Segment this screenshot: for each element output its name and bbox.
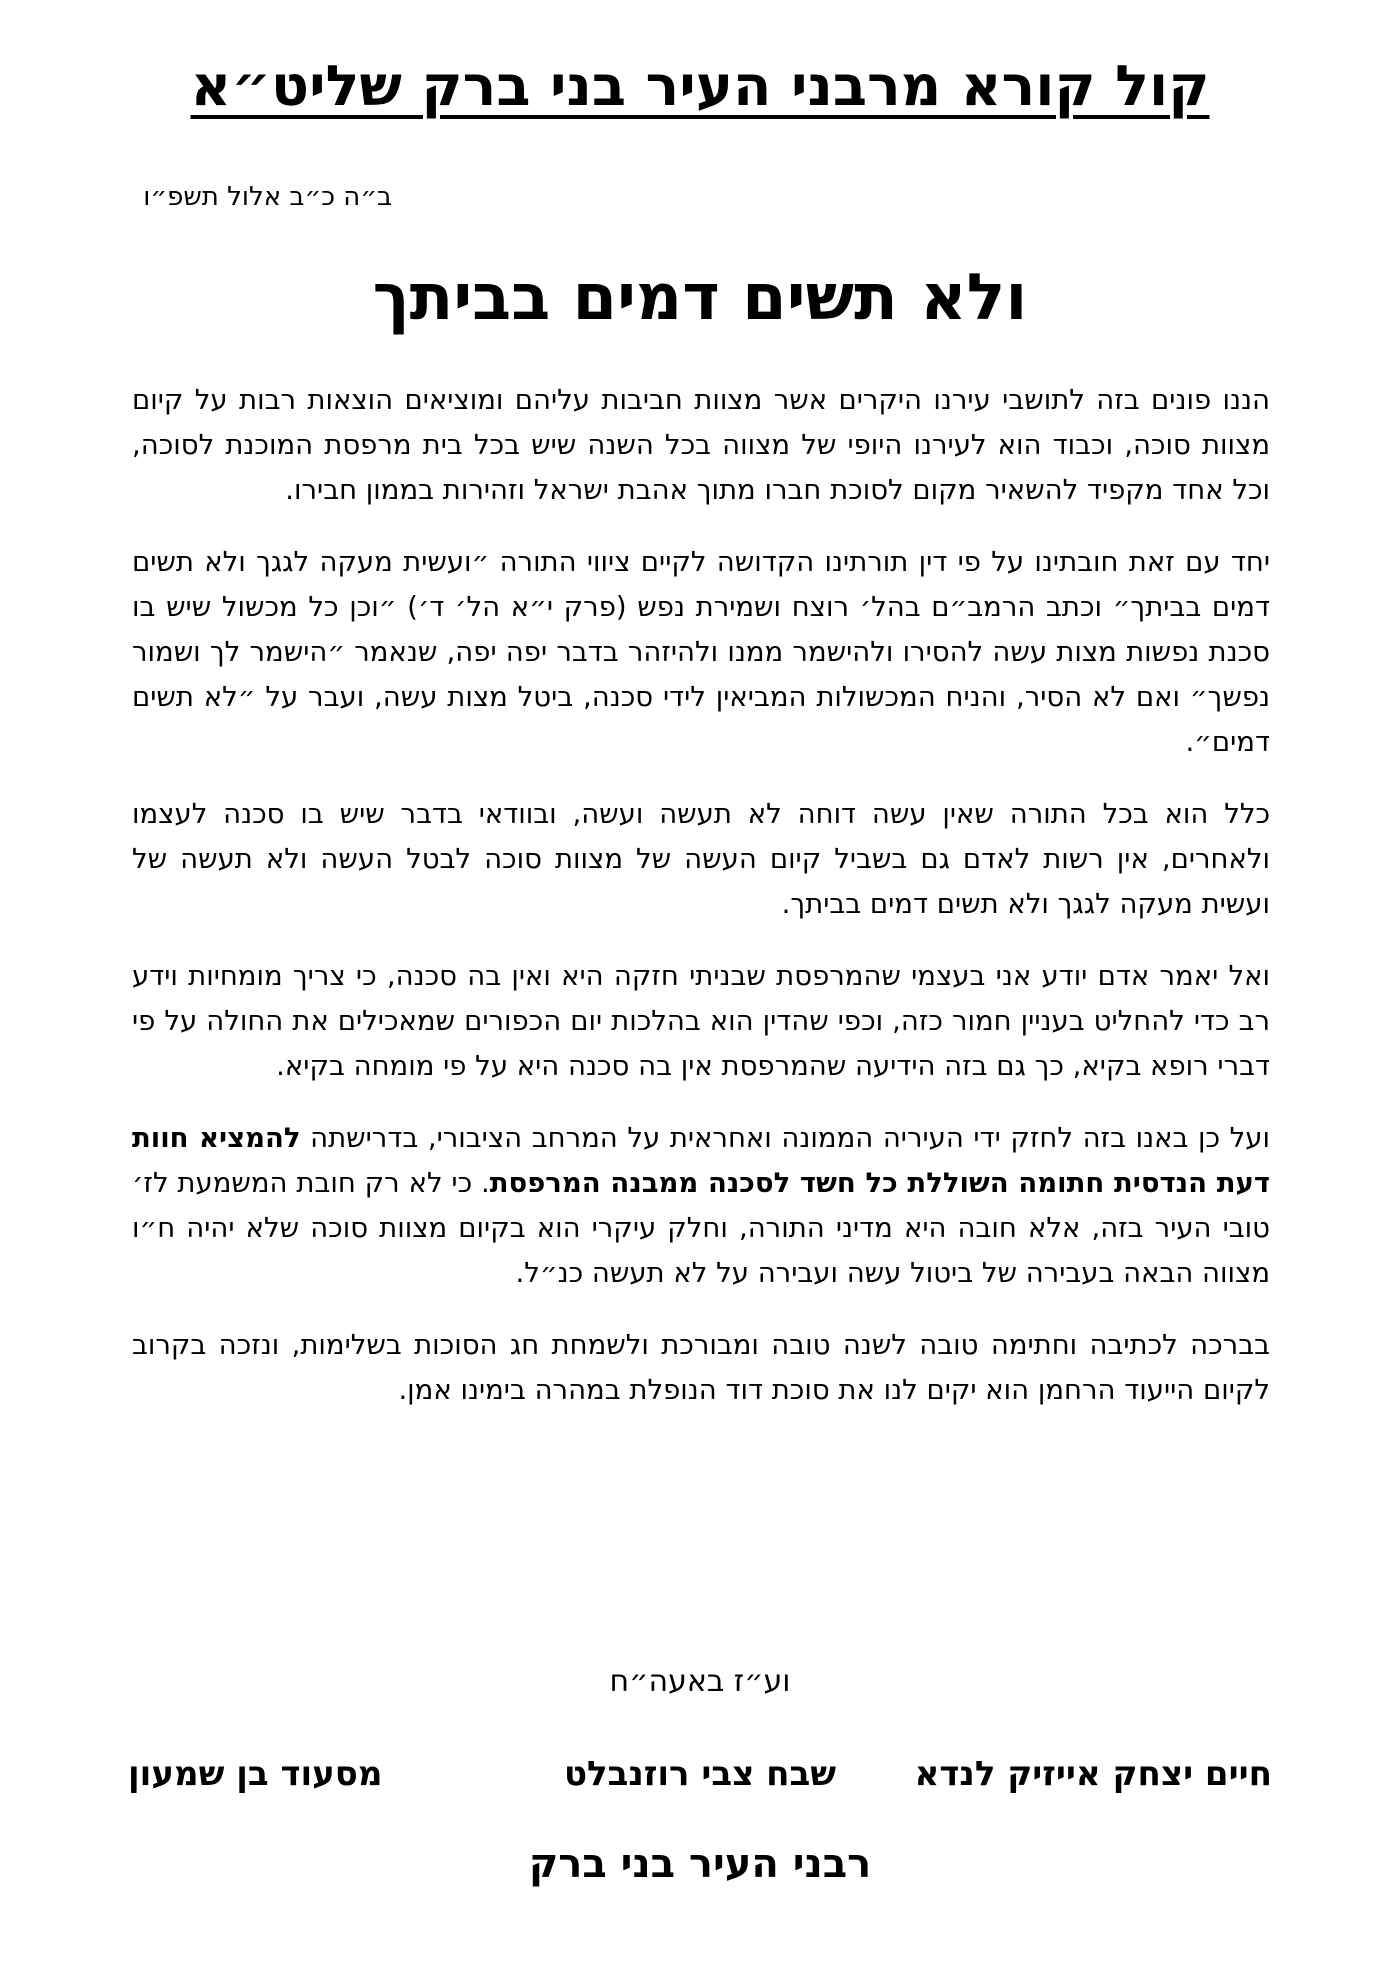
signers-title: רבני העיר בני ברק <box>528 1841 872 1887</box>
closing-line: וע״ז באעה״ח <box>609 1664 791 1699</box>
paragraph-5-start: ועל כן באנו בזה לחזק ידי העיריה הממונה ואחראית על המרחב הציבורי, בדרישתה <box>300 1122 1270 1154</box>
date-line: ב״ה כ״ב אלול תשפ״ו <box>143 182 392 212</box>
main-heading <box>0 52 1400 122</box>
main-heading-text: קול קורא מרבני העיר בני ברק שליט״א <box>190 54 1210 119</box>
paragraph-5-bold: להמציא חוות דעת הנדסית חתומה השוללת כל חשד לסכנה ממבנה המרפסת <box>132 1122 1270 1199</box>
signature-right: חיים יצחק אייזיק לנדא <box>914 1754 1272 1794</box>
paragraph-6: בברכה לכתיבה וחתימה טובה לשנה טובה ומבורכת ולשמחת חג הסוכות בשלימות, ונזכה בקרוב לקיום הייעוד הרחמן הוא יקים לנו את סוכת דוד הנופלת במהרה בימינו אמן. <box>132 1329 1270 1406</box>
document-title: ולא תשים דמים בביתך <box>372 261 1028 335</box>
paragraph-5 <box>132 1116 1270 1296</box>
paragraph-2: יחד עם זאת חובתינו על פי דין תורתינו הקדושה לקיים ציווי התורה ״ועשית מעקה לגגך ולא תשים דמים בביתך״ וכתב הרמב״ם בהל׳ רוצח ושמירת נפש (פרק י״א הל׳ ד׳) ״וכן כל מכשול שיש בו סכנת נפשות מצות עשה להסירו ולהישמר ממנו ולהיזהר בדבר יפה יפה, שנאמר ״הישמר לך ושמור נפשך״ ואם לא הסיר, והניח המכשולות המביאין לידי סכנה, ביטל מצות עשה, ועבר על ״לא תשים דמים״. <box>132 546 1270 758</box>
paragraph-4: ואל יאמר אדם יודע אני בעצמי שהמרפסת שבניתי חזקה היא ואין בה סכנה, כי צריך מומחיות וידע רב כדי להחליט בעניין חמור כזה, וכפי שהדין הוא בהלכות יום הכפורים שמאכילים את החולה על פי דברי רופא בקיא, כך גם בזה הידיעה שהמרפסת אין בה סכנה היא על פי מומחה בקיא. <box>132 960 1270 1082</box>
signature-left: מסעוד בן שמעון <box>128 1754 383 1794</box>
paragraph-1: הננו פונים בזה לתושבי עירנו היקרים אשר מצוות חביבות עליהם ומוציאים הוצאות רבות על קיום מצוות סוכה, וכבוד הוא לעירנו היופי של מצווה בכל השנה שיש בכל בית מרפסת המוכנת לסוכה, וכל אחד מקפיד להשאיר מקום לסוכת חברו מתוך אהבת ישראל וזהירות בממון חבירו. <box>132 384 1270 506</box>
letter-body <box>132 378 1270 1440</box>
paragraph-3: כלל הוא בכל התורה שאין עשה דוחה לא תעשה ועשה, ובוודאי בדבר שיש בו סכנה לעצמו ולאחרים, אין רשות לאדם גם בשביל קיום העשה של מצוות סוכה לבטל העשה ולא תעשה של ועשית מעקה לגגך ולא תשים דמים בביתך. <box>132 798 1270 920</box>
signature-center: שבח צבי רוזנבלט <box>563 1754 837 1794</box>
paragraph-5-end: . כי לא רק חובת המשמעת לז׳ טובי העיר בזה, אלא חובה היא מדיני התורה, וחלק עיקרי הוא בקיום מצוות סוכה שלא יהיה ח״ו מצווה הבאה בעבירה של ביטול עשה ועבירה על לא תעשה כנ״ל. <box>132 1167 1270 1289</box>
